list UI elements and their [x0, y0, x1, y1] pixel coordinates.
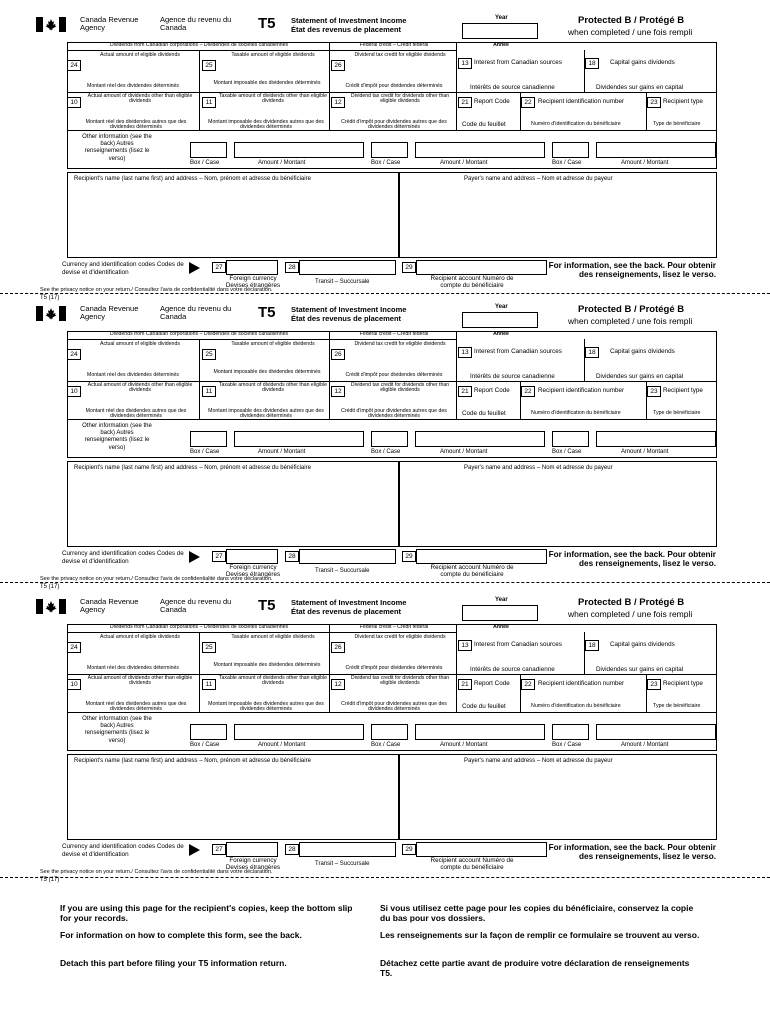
box-10-number: 10 [67, 97, 81, 108]
box-18-label-fr: Dividendes sur gains en capital [596, 84, 684, 91]
protected-label: Protected B / Protégé B [578, 304, 685, 315]
box-26-label-fr: Crédit d'impôt pour dividendes déterminés [345, 372, 443, 378]
box-21-label: Report Code [474, 680, 510, 687]
box-10-label-fr: Montant réel des dividendes autres que des dividendes déterminés [85, 701, 187, 713]
year-field[interactable] [462, 605, 538, 621]
box-24-label: Actual amount of eligible dividends [100, 634, 180, 640]
box-22-label-fr: Numéro d'identification du bénéficiaire [531, 121, 621, 127]
form-code: T5 [258, 597, 276, 614]
amount-label: Amount / Montant [258, 742, 306, 748]
box-23-number: 23 [647, 386, 661, 397]
foreign-currency-label: Foreign currency Devises étrangères [225, 857, 281, 871]
recipient-account-label: Recipient account Numéro de compte du bénéficiaire [430, 564, 514, 578]
box-21-label: Report Code [474, 387, 510, 394]
form-version: T5 (17) [40, 295, 60, 301]
grid-divider [67, 50, 456, 51]
box-28-field[interactable] [299, 260, 396, 275]
box-22-number: 22 [521, 679, 535, 690]
federal-credit-header: Federal credit – Crédit fédéral [359, 42, 429, 48]
form-title-fr: État des revenus de placement [291, 25, 402, 34]
box-26-number: 26 [331, 60, 345, 71]
info-back-label: For information, see the back. Pour obtenir des renseignements, lisez le verso. [548, 261, 716, 280]
arrow-right-icon [189, 551, 200, 563]
canada-flag-icon [36, 17, 66, 32]
other-box-1[interactable] [190, 142, 227, 158]
year-label: Year [495, 597, 508, 603]
box-18-label: Capital gains dividends [610, 348, 675, 355]
box-11-label-fr: Montant imposable des dividendes autres que des dividendes déterminés [208, 408, 324, 420]
box-10-label: Actual amount of dividends other than eligible dividends [87, 93, 193, 105]
box-26-label-fr: Crédit d'impôt pour dividendes déterminés [345, 665, 443, 671]
box-18-number: 18 [585, 347, 599, 358]
transit-label: Transit – Succursale [315, 861, 370, 867]
box-23-label-fr: Type de bénéficiaire [653, 121, 701, 127]
box-12-label-fr: Crédit d'impôt pour dividendes autres que des dividendes déterminés [341, 408, 447, 420]
privacy-notice: See the privacy notice on your return./ Consultez l'avis de confidentialité dans votre déclaration. [40, 576, 273, 582]
year-label-fr: Année [493, 331, 509, 337]
box-24-label-fr: Montant réel des dividendes déterminés [87, 665, 179, 671]
dividends-header: Dividends from Canadian corporations – Dividendes de sociétés canadiennes [109, 331, 289, 337]
box-23-label: Recipient type [663, 98, 703, 105]
other-box-1[interactable] [190, 724, 227, 740]
privacy-notice: See the privacy notice on your return./ Consultez l'avis de confidentialité dans votre déclaration. [40, 869, 273, 875]
box-27-number: 27 [212, 551, 226, 562]
other-amount-2[interactable] [415, 142, 545, 158]
form-title-en: Statement of Investment Income [291, 598, 407, 607]
box-25-label-fr: Montant imposable des dividendes déterminés [213, 369, 321, 375]
box-29-field[interactable] [416, 842, 547, 857]
recipient-address-label: Recipient's name (last name first) and address – Nom, prénom et adresse du bénéficiaire [74, 758, 311, 764]
box-case-label: Box / Case [190, 742, 220, 748]
box-13-label: Interest from Canadian sources [474, 348, 562, 355]
payer-address-box[interactable] [399, 461, 717, 547]
box-28-number: 28 [285, 551, 299, 562]
box-25-label-fr: Montant imposable des dividendes déterminés [213, 80, 321, 86]
form-title-fr: État des revenus de placement [291, 314, 402, 323]
box-13-label-fr: Intérêts de source canadienne [470, 84, 555, 91]
box-18-label-fr: Dividendes sur gains en capital [596, 373, 684, 380]
arrow-right-icon [189, 844, 200, 856]
form-code: T5 [258, 15, 276, 32]
box-18-label: Capital gains dividends [610, 641, 675, 648]
box-13-label: Interest from Canadian sources [474, 59, 562, 66]
other-amount-1[interactable] [234, 142, 364, 158]
currency-codes-label: Currency and identification codes Codes de devise et d'identification [62, 843, 184, 858]
other-box-2[interactable] [371, 724, 408, 740]
recipient-address-label: Recipient's name (last name first) and address – Nom, prénom et adresse du bénéficiaire [74, 465, 311, 471]
box-26-label: Dividend tax credit for eligible dividends [354, 52, 446, 58]
box-22-label: Recipient identification number [538, 680, 625, 687]
box-18-label: Capital gains dividends [610, 59, 675, 66]
other-amount-1[interactable] [234, 724, 364, 740]
box-26-label: Dividend tax credit for eligible dividends [354, 634, 446, 640]
box-24-number: 24 [67, 349, 81, 360]
box-case-label: Box / Case [190, 160, 220, 166]
when-completed-label: when completed / une fois rempli [568, 316, 693, 326]
box-21-label-fr: Code du feuillet [462, 703, 506, 710]
info-back-label: For information, see the back. Pour obtenir des renseignements, lisez le verso. [548, 550, 716, 569]
amount-label: Amount / Montant [440, 160, 488, 166]
box-case-label: Box / Case [552, 742, 582, 748]
box-11-number: 11 [202, 97, 216, 108]
agency-name-fr: Agence du revenu du Canada [160, 597, 232, 614]
grid-divider [584, 632, 585, 674]
grid-divider [329, 331, 330, 419]
amount-label: Amount / Montant [440, 742, 488, 748]
box-18-number: 18 [585, 640, 599, 651]
box-22-number: 22 [521, 97, 535, 108]
grid-divider [329, 42, 330, 130]
box-10-number: 10 [67, 679, 81, 690]
box-13-label-fr: Intérêts de source canadienne [470, 666, 555, 673]
box-13-label: Interest from Canadian sources [474, 641, 562, 648]
grid-divider [456, 331, 457, 419]
box-24-label-fr: Montant réel des dividendes déterminés [87, 83, 179, 89]
box-23-label: Recipient type [663, 387, 703, 394]
payer-address-label: Payer's name and address – Nom et adresse du payeur [464, 465, 613, 471]
foreign-currency-label: Foreign currency Devises étrangères [225, 275, 281, 289]
grid-divider [199, 339, 200, 419]
other-amount-3[interactable] [596, 431, 716, 447]
box-21-number: 21 [458, 679, 472, 690]
box-26-number: 26 [331, 642, 345, 653]
t5-slip-2 [0, 301, 770, 591]
year-label: Year [495, 304, 508, 310]
box-case-label: Box / Case [190, 449, 220, 455]
box-28-number: 28 [285, 262, 299, 273]
box-27-field[interactable] [226, 549, 278, 564]
recipient-account-label: Recipient account Numéro de compte du bénéficiaire [430, 275, 514, 289]
box-25-number: 25 [202, 642, 216, 653]
box-12-label: Dividend tax credit for dividends other than eligible dividends [350, 675, 450, 687]
box-27-number: 27 [212, 844, 226, 855]
recipient-address-box[interactable] [67, 754, 399, 840]
box-23-number: 23 [647, 679, 661, 690]
dividends-header: Dividends from Canadian corporations – Dividendes de sociétés canadiennes [109, 624, 289, 630]
footer-note-en-2: For information on how to complete this form, see the back. [60, 930, 302, 940]
box-28-number: 28 [285, 844, 299, 855]
box-24-number: 24 [67, 642, 81, 653]
recipient-account-label: Recipient account Numéro de compte du bénéficiaire [430, 857, 514, 871]
foreign-currency-label: Foreign currency Devises étrangères [225, 564, 281, 578]
other-amount-2[interactable] [415, 431, 545, 447]
box-10-label-fr: Montant réel des dividendes autres que des dividendes déterminés [85, 119, 187, 131]
box-13-number: 13 [458, 640, 472, 651]
box-case-label: Box / Case [371, 742, 401, 748]
box-11-label: Taxable amount of dividends other than eligible dividends [218, 675, 328, 687]
box-10-label: Actual amount of dividends other than eligible dividends [87, 675, 193, 687]
box-27-number: 27 [212, 262, 226, 273]
info-back-label: For information, see the back. Pour obtenir des renseignements, lisez le verso. [548, 843, 716, 862]
footer-note-fr-1: Si vous utilisez cette page pour les copies du bénéficiaire, conservez la copie du bas pour vos dossiers. [380, 903, 694, 924]
footer-note-fr-3: Détachez cette partie avant de produire votre déclaration de renseignements T5. [380, 958, 690, 979]
year-label-fr: Année [493, 42, 509, 48]
other-info-label: Other information (see the back) Autres renseignements (lisez le verso) [82, 134, 152, 162]
other-box-3[interactable] [552, 431, 589, 447]
grid-divider [199, 632, 200, 712]
box-21-label-fr: Code du feuillet [462, 410, 506, 417]
when-completed-label: when completed / une fois rempli [568, 609, 693, 619]
box-28-field[interactable] [299, 549, 396, 564]
box-case-label: Box / Case [552, 160, 582, 166]
payer-address-label: Payer's name and address – Nom et adresse du payeur [464, 176, 613, 182]
other-amount-3[interactable] [596, 142, 716, 158]
box-21-number: 21 [458, 386, 472, 397]
agency-name-en: Canada Revenue Agency [80, 15, 139, 32]
tear-line[interactable] [0, 293, 770, 294]
tear-line[interactable] [0, 877, 770, 878]
privacy-notice: See the privacy notice on your return./ Consultez l'avis de confidentialité dans votre déclaration. [40, 287, 273, 293]
year-field[interactable] [462, 312, 538, 328]
payer-address-label: Payer's name and address – Nom et adresse du payeur [464, 758, 613, 764]
box-10-label: Actual amount of dividends other than eligible dividends [87, 382, 193, 394]
other-box-1[interactable] [190, 431, 227, 447]
box-12-label: Dividend tax credit for dividends other than eligible dividends [350, 382, 450, 394]
currency-codes-label: Currency and identification codes Codes de devise et d'identification [62, 261, 184, 276]
box-24-field[interactable] [82, 644, 198, 664]
dividends-header: Dividends from Canadian corporations – Dividendes de sociétés canadiennes [109, 42, 289, 48]
other-info-label: Other information (see the back) Autres renseignements (lisez le verso) [82, 716, 152, 744]
box-22-label-fr: Numéro d'identification du bénéficiaire [531, 703, 621, 709]
t5-slip-3 [0, 594, 770, 884]
box-11-label: Taxable amount of dividends other than eligible dividends [218, 93, 328, 105]
box-26-number: 26 [331, 349, 345, 360]
grid-divider [329, 624, 330, 712]
box-12-number: 12 [331, 386, 345, 397]
footer-note-en-1: If you are using this page for the recipient's copies, keep the bottom slip for your records. [60, 903, 353, 924]
box-23-label: Recipient type [663, 680, 703, 687]
grid-divider [456, 624, 457, 712]
box-27-field[interactable] [226, 842, 278, 857]
box-25-number: 25 [202, 349, 216, 360]
t5-slip-1 [0, 12, 770, 302]
arrow-right-icon [189, 262, 200, 274]
form-title-en: Statement of Investment Income [291, 305, 407, 314]
box-10-label-fr: Montant réel des dividendes autres que des dividendes déterminés [85, 408, 187, 420]
amount-label: Amount / Montant [258, 449, 306, 455]
payer-address-box[interactable] [399, 172, 717, 258]
box-22-label: Recipient identification number [538, 387, 625, 394]
box-13-number: 13 [458, 58, 472, 69]
box-26-label: Dividend tax credit for eligible dividends [354, 341, 446, 347]
currency-codes-label: Currency and identification codes Codes de devise et d'identification [62, 550, 184, 565]
form-title-fr: État des revenus de placement [291, 607, 402, 616]
box-24-field[interactable] [82, 62, 198, 82]
box-13-label-fr: Intérêts de source canadienne [470, 373, 555, 380]
box-24-label: Actual amount of eligible dividends [100, 52, 180, 58]
box-21-number: 21 [458, 97, 472, 108]
other-box-2[interactable] [371, 142, 408, 158]
box-29-field[interactable] [416, 260, 547, 275]
box-12-number: 12 [331, 97, 345, 108]
box-26-label-fr: Crédit d'impôt pour dividendes déterminés [345, 83, 443, 89]
form-code: T5 [258, 304, 276, 321]
form-version: T5 (17) [40, 877, 60, 883]
tear-line[interactable] [0, 582, 770, 583]
payer-address-box[interactable] [399, 754, 717, 840]
box-12-label-fr: Crédit d'impôt pour dividendes autres que des dividendes déterminés [341, 119, 447, 131]
other-info-label: Other information (see the back) Autres renseignements (lisez le verso) [82, 423, 152, 451]
box-27-field[interactable] [226, 260, 278, 275]
other-box-3[interactable] [552, 724, 589, 740]
box-11-number: 11 [202, 679, 216, 690]
form-title-en: Statement of Investment Income [291, 16, 407, 25]
box-21-label: Report Code [474, 98, 510, 105]
other-amount-1[interactable] [234, 431, 364, 447]
box-12-number: 12 [331, 679, 345, 690]
box-23-label-fr: Type de bénéficiaire [653, 410, 701, 416]
amount-label: Amount / Montant [621, 742, 669, 748]
footer-note-fr-2: Les renseignements sur la façon de remplir ce formulaire se trouvent au verso. [380, 930, 700, 940]
amount-label: Amount / Montant [258, 160, 306, 166]
box-25-label: Taxable amount of eligible dividends [231, 634, 315, 640]
recipient-address-box[interactable] [67, 461, 399, 547]
box-24-label: Actual amount of eligible dividends [100, 341, 180, 347]
amount-label: Amount / Montant [621, 160, 669, 166]
box-11-label-fr: Montant imposable des dividendes autres que des dividendes déterminés [208, 119, 324, 131]
year-label-fr: Année [493, 624, 509, 630]
box-28-field[interactable] [299, 842, 396, 857]
amount-label: Amount / Montant [440, 449, 488, 455]
amount-label: Amount / Montant [621, 449, 669, 455]
box-case-label: Box / Case [371, 449, 401, 455]
box-24-label-fr: Montant réel des dividendes déterminés [87, 372, 179, 378]
grid-divider [584, 50, 585, 92]
box-23-label-fr: Type de bénéficiaire [653, 703, 701, 709]
protected-label: Protected B / Protégé B [578, 15, 685, 26]
form-version: T5 (17) [40, 584, 60, 590]
box-case-label: Box / Case [371, 160, 401, 166]
box-22-label: Recipient identification number [538, 98, 625, 105]
transit-label: Transit – Succursale [315, 568, 370, 574]
grid-divider [67, 632, 456, 633]
box-12-label-fr: Crédit d'impôt pour dividendes autres que des dividendes déterminés [341, 701, 447, 713]
box-21-label-fr: Code du feuillet [462, 121, 506, 128]
footer-note-en-3: Detach this part before filing your T5 information return. [60, 958, 287, 968]
agency-name-fr: Agence du revenu du Canada [160, 304, 232, 321]
when-completed-label: when completed / une fois rempli [568, 27, 693, 37]
other-amount-2[interactable] [415, 724, 545, 740]
box-18-label-fr: Dividendes sur gains en capital [596, 666, 684, 673]
box-10-number: 10 [67, 386, 81, 397]
box-11-label: Taxable amount of dividends other than eligible dividends [218, 382, 328, 394]
box-25-number: 25 [202, 60, 216, 71]
other-box-2[interactable] [371, 431, 408, 447]
box-29-number: 29 [402, 262, 416, 273]
grid-divider [456, 42, 457, 130]
agency-name-fr: Agence du revenu du Canada [160, 15, 232, 32]
box-25-label: Taxable amount of eligible dividends [231, 341, 315, 347]
year-label: Year [495, 15, 508, 21]
grid-divider [584, 339, 585, 381]
box-13-number: 13 [458, 347, 472, 358]
federal-credit-header: Federal credit – Crédit fédéral [359, 331, 429, 337]
box-25-label: Taxable amount of eligible dividends [231, 52, 315, 58]
agency-name-en: Canada Revenue Agency [80, 304, 139, 321]
year-field[interactable] [462, 23, 538, 39]
box-11-number: 11 [202, 386, 216, 397]
box-23-number: 23 [647, 97, 661, 108]
box-11-label-fr: Montant imposable des dividendes autres que des dividendes déterminés [208, 701, 324, 713]
box-18-number: 18 [585, 58, 599, 69]
grid-divider [199, 50, 200, 130]
box-12-label: Dividend tax credit for dividends other than eligible dividends [350, 93, 450, 105]
grid-divider [67, 339, 456, 340]
box-25-label-fr: Montant imposable des dividendes déterminés [213, 662, 321, 668]
box-29-number: 29 [402, 844, 416, 855]
federal-credit-header: Federal credit – Crédit fédéral [359, 624, 429, 630]
transit-label: Transit – Succursale [315, 279, 370, 285]
other-amount-3[interactable] [596, 724, 716, 740]
recipient-address-label: Recipient's name (last name first) and address – Nom, prénom et adresse du bénéficiaire [74, 176, 311, 182]
other-box-3[interactable] [552, 142, 589, 158]
recipient-address-box[interactable] [67, 172, 399, 258]
box-22-label-fr: Numéro d'identification du bénéficiaire [531, 410, 621, 416]
box-24-field[interactable] [82, 351, 198, 371]
box-24-number: 24 [67, 60, 81, 71]
box-case-label: Box / Case [552, 449, 582, 455]
box-29-number: 29 [402, 551, 416, 562]
box-29-field[interactable] [416, 549, 547, 564]
canada-flag-icon [36, 306, 66, 321]
agency-name-en: Canada Revenue Agency [80, 597, 139, 614]
protected-label: Protected B / Protégé B [578, 597, 685, 608]
canada-flag-icon [36, 599, 66, 614]
box-22-number: 22 [521, 386, 535, 397]
